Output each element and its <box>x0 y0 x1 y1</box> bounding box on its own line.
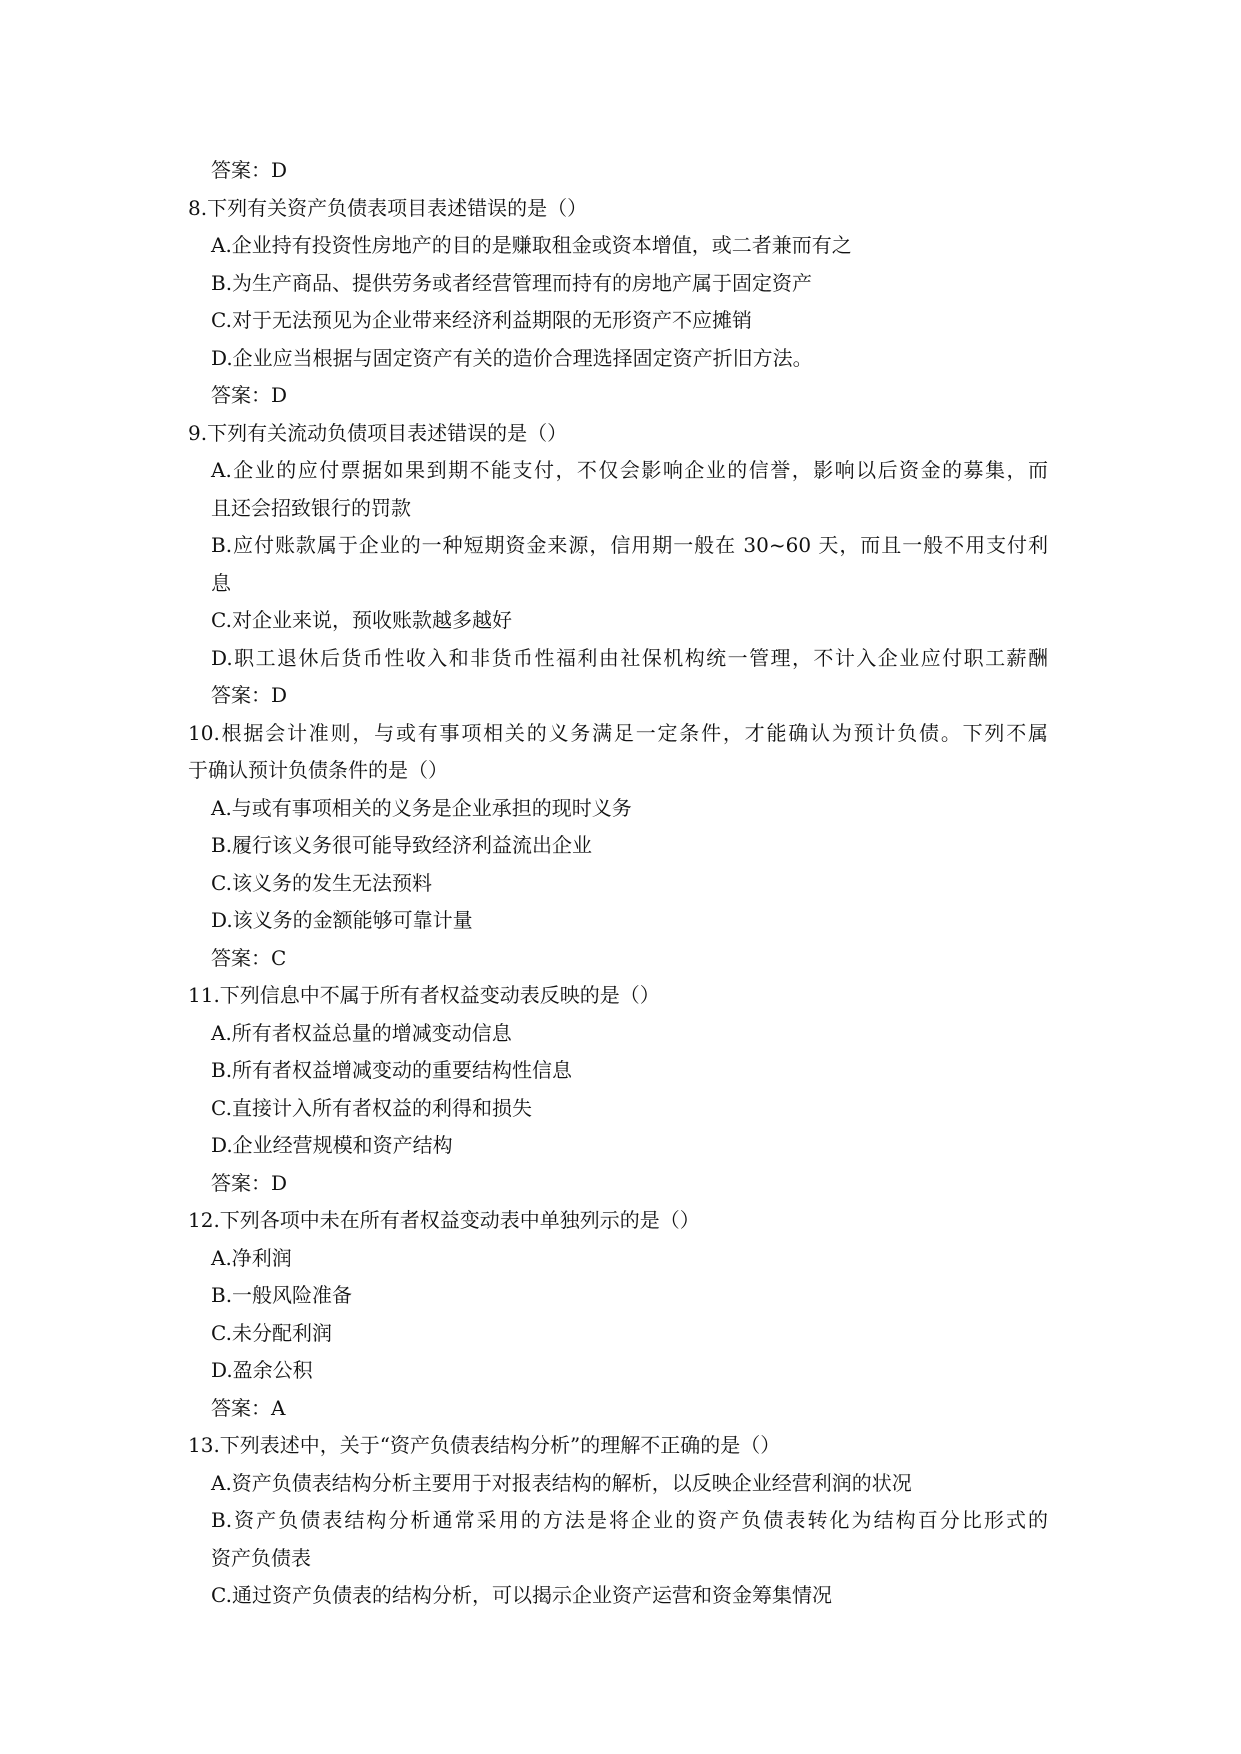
question-list <box>188 152 1048 1615</box>
option-line: A.所有者权益总量的增减变动信息 <box>211 1020 512 1045</box>
option-line: A.与或有事项相关的义务是企业承担的现时义务 <box>211 795 632 820</box>
option-line: C.未分配利润 <box>211 1320 332 1345</box>
answer-line: 答案：D <box>211 1170 288 1195</box>
option-line: C.对企业来说，预收账款越多越好 <box>211 608 512 632</box>
question-line: 13.下列表述中，关于“资产负债表结构分析”的理解不正确的是（） <box>188 1433 781 1457</box>
option-line <box>188 640 1048 678</box>
option-text: D.职工退休后货币性收入和非货币性福利由社保机构统一管理，不计入企业应付职工薪酬 <box>211 645 1048 670</box>
question-line: 于确认预计负债条件的是（） <box>188 758 448 782</box>
answer-line: 答案：C <box>211 945 287 970</box>
option-line: C.直接计入所有者权益的利得和损失 <box>211 1095 532 1120</box>
question-line: 8.下列有关资产负债表项目表述错误的是（） <box>188 195 588 220</box>
answer-line: 答案：D <box>211 158 288 182</box>
option-line: B.为生产商品、提供劳务或者经营管理而持有的房地产属于固定资产 <box>211 270 813 295</box>
answer-line: 答案：D <box>211 683 288 707</box>
option-line <box>188 452 1048 490</box>
option-line: 且还会招致银行的罚款 <box>211 495 411 520</box>
option-line: C.该义务的发生无法预料 <box>211 870 432 895</box>
question-line: 9.下列有关流动负债项目表述错误的是（） <box>188 420 568 445</box>
option-line: A.资产负债表结构分析主要用于对报表结构的解析，以反映企业经营利润的状况 <box>211 1470 912 1495</box>
option-line: D.盈余公积 <box>211 1358 313 1382</box>
option-line: A.净利润 <box>211 1245 292 1270</box>
option-line: D.企业经营规模和资产结构 <box>211 1133 453 1157</box>
answer-line: 答案：D <box>211 383 288 407</box>
option-line: D.该义务的金额能够可靠计量 <box>211 908 473 932</box>
option-text: B.资产负债表结构分析通常采用的方法是将企业的资产负债表转化为结构百分比形式的 <box>211 1508 1048 1532</box>
option-line <box>188 1502 1048 1540</box>
option-line: C.通过资产负债表的结构分析，可以揭示企业资产运营和资金筹集情况 <box>211 1583 832 1607</box>
option-line: D.企业应当根据与固定资产有关的造价合理选择固定资产折旧方法。 <box>211 345 813 370</box>
option-line: 资产负债表 <box>211 1545 311 1570</box>
option-line: 息 <box>211 570 231 595</box>
question-line: 11.下列信息中不属于所有者权益变动表反映的是（） <box>188 983 660 1007</box>
option-line: B.履行该义务很可能导致经济利益流出企业 <box>211 833 593 857</box>
option-text: A.企业的应付票据如果到期不能支付，不仅会影响企业的信誉，影响以后资金的募集，而 <box>211 458 1048 482</box>
option-line: A.企业持有投资性房地产的目的是赚取租金或资本增值，或二者兼而有之 <box>211 233 852 257</box>
option-line: B.所有者权益增减变动的重要结构性信息 <box>211 1058 573 1082</box>
option-line <box>188 527 1048 565</box>
option-line: C.对于无法预见为企业带来经济利益期限的无形资产不应摊销 <box>211 308 752 332</box>
option-line: B.一般风险准备 <box>211 1283 353 1307</box>
question-line <box>188 715 1048 753</box>
question-text: 10.根据会计准则，与或有事项相关的义务满足一定条件，才能确认为预计负债。下列不属 <box>188 720 1048 745</box>
answer-line: 答案：A <box>211 1395 286 1420</box>
option-text: B.应付账款属于企业的一种短期资金来源，信用期一般在 30~60 天，而且一般不用支付利 <box>211 533 1048 557</box>
question-line: 12.下列各项中未在所有者权益变动表中单独列示的是（） <box>188 1208 700 1232</box>
